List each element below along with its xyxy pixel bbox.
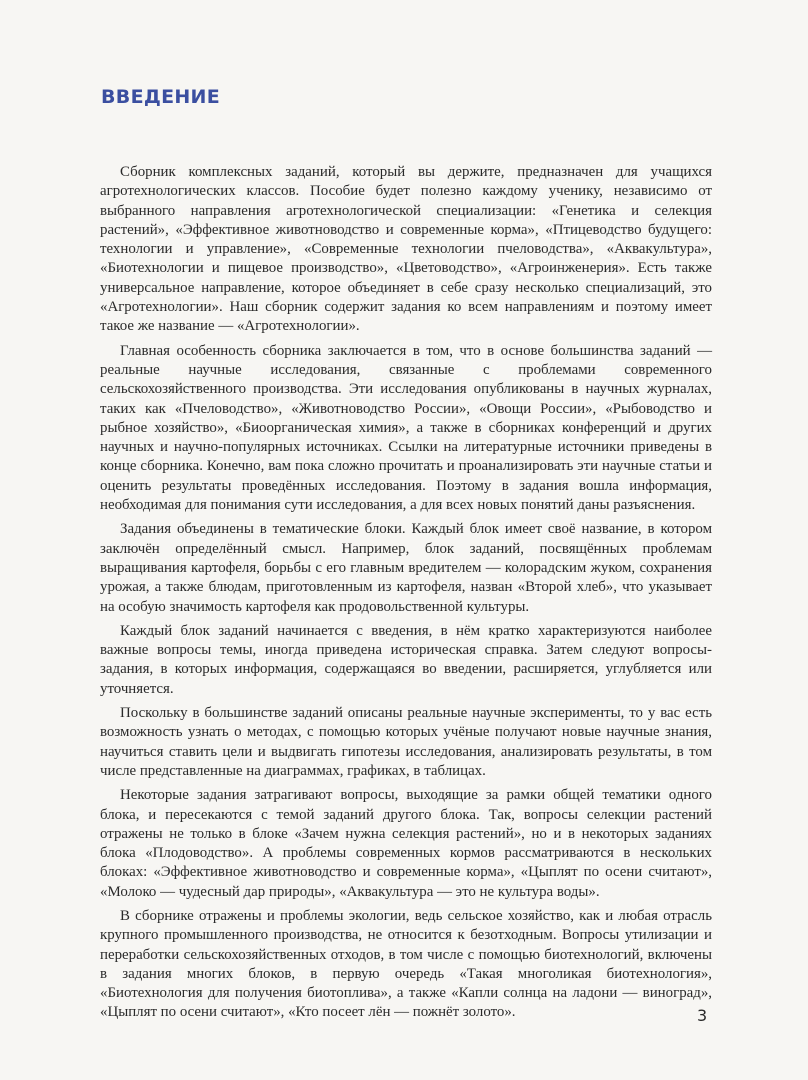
chapter-heading: ВВЕДЕНИЕ — [101, 86, 221, 108]
paragraph: Задания объединены в тематические блоки. Каждый блок имеет своё название, в котором заключён определённый смысл. Например, блок заданий, посвящённых проблемам выращивания картофеля, борьбы с его главным вредителем — колорадским жуком, сохранения урожая, а также блюдам, приготовленным из картофеля, назван «Второй хлеб», что указывает на особую значимость картофеля как продовольственной культуры. — [100, 521, 712, 615]
paragraph: Поскольку в большинстве заданий описаны реальные научные эксперименты, то у вас есть возможность узнать о методах, с помощью которых учёные получают новые научные знания, научиться ставить цели и выдвигать гипотезы исследования, анализировать результаты, в том числе представленные на диаграммах, графиках, в таблицах. — [100, 705, 712, 779]
paragraph: Некоторые задания затрагивают вопросы, выходящие за рамки общей тематики одного блока, и пересекаются с темой заданий другого блока. Так, вопросы селекции растений отражены не только в блоке «Зачем нужна селекция растений», но и в некоторых заданиях блока «Плодоводство». А проблемы современных кормов рассматриваются в нескольких блоках: «Эффективное животноводство и современные корма», «Цыплят по осени считают», «Молоко — чудесный дар природы», «Аквакультура — это не культура воды». — [100, 787, 712, 900]
paragraph: В сборнике отражены и проблемы экологии, ведь сельское хозяйство, как и любая отрасль крупного промышленного производства, не относится к безотходным. Вопросы утилизации и переработки сельскохозяйственных отходов, в том числе с помощью биотехнологий, включены в задания многих блоков, в первую очередь «Такая многоликая биотехнология», «Биотехнология для получения биотоплива», а также «Капли солнца на ладони — виноград», «Цыплят по осени считают», «Кто посеет лён — пожнёт золото». — [100, 907, 712, 1021]
chapter-body — [100, 163, 712, 1028]
paragraph: Каждый блок заданий начинается с введения, в нём кратко характеризуются наиболее важные вопросы темы, иногда приведена историческая справка. Затем следуют вопросы-задания, в которых информация, содержащаяся во введении, расширяется, углубляется или уточняется. — [100, 622, 712, 697]
paragraph: Сборник комплексных заданий, который вы держите, предназначен для учащихся агротехнологических классов. Пособие будет полезно каждому ученику, независимо от выбранного направления агротехнологической специализации: «Генетика и селекция растений», «Эффективное животноводство и современные корма», «Птицеводство будущего: технологии и управление», «Современные технологии пчеловодства», «Аквакультура», «Биотехнологии и пищевое производство», «Цветоводство», «Агроинженерия». Есть также универсальное направление, которое объединяет в себе сразу несколько специализаций, это «Агротехнологии». Наш сборник содержит задания ко всем направлениям и поэтому имеет такое же название — «Агротехнологии». — [100, 164, 712, 335]
page-number: 3 — [697, 1006, 708, 1025]
paragraph: Главная особенность сборника заключается в том, что в основе большинства заданий — реальные научные исследования, связанные с проблемами современного сельскохозяйственного производства. Эти исследования опубликованы в научных журналах, таких как «Пчеловодство», «Животноводство России», «Овощи России», «Рыбоводство и рыбное хозяйство», «Биоорганическая химия», а также в сборниках конференций и других научных и научно-популярных источниках. Ссылки на литературные источники приведены в конце сборника. Конечно, вам пока сложно прочитать и проанализировать эти научные статьи и оценить результаты проведённых исследования. Поэтому в задания вошла информация, необходимая для понимания сути исследования, а для всех новых понятий даны разъяснения. — [100, 342, 712, 514]
